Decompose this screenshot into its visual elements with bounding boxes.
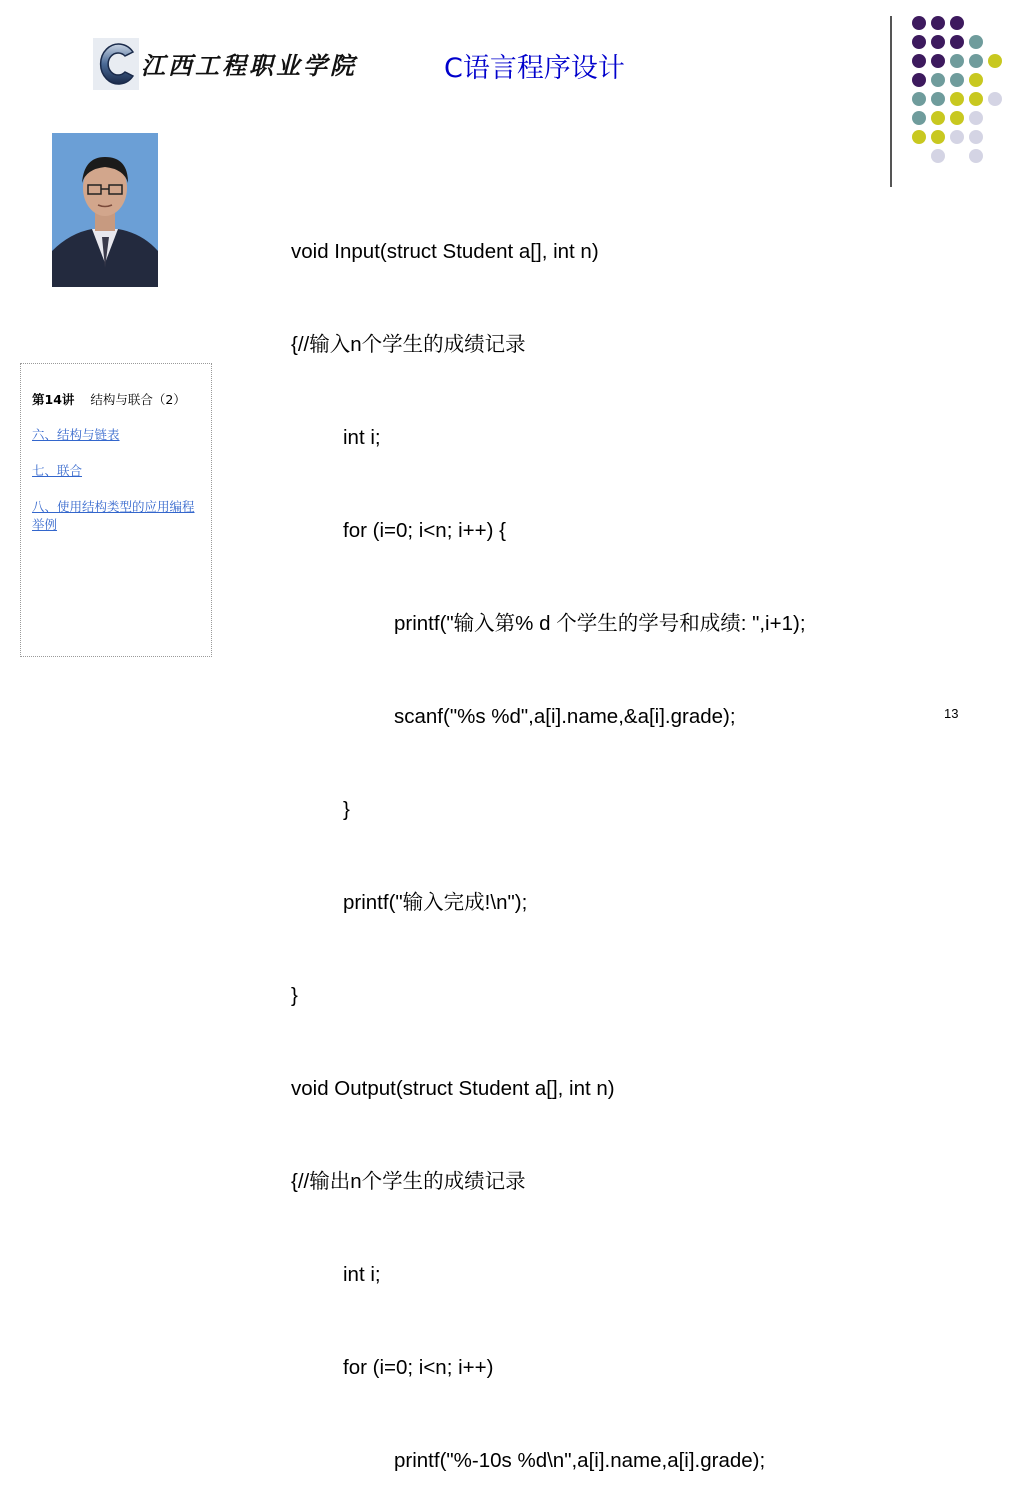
code-line: printf("输入完成!\n"); — [343, 891, 528, 914]
code-line: void Input(struct Student a[], int n) — [291, 240, 599, 263]
decorative-dot — [931, 111, 945, 125]
decorative-dot — [950, 73, 964, 87]
decorative-dot — [988, 54, 1002, 68]
nav-link-structure-applications[interactable]: 八、使用结构类型的应用编程举例 — [32, 499, 195, 532]
code-line: printf("输入第% d 个学生的学号和成绩: ",i+1); — [394, 612, 806, 635]
code-line: int i; — [343, 1263, 381, 1286]
decorative-dot — [969, 130, 983, 144]
decorative-dot — [912, 16, 926, 30]
decorative-dot — [950, 16, 964, 30]
decorative-dot — [912, 54, 926, 68]
code-block — [291, 174, 806, 1507]
decorative-dot — [931, 54, 945, 68]
code-line: for (i=0; i<n; i++) — [343, 1356, 494, 1379]
decorative-dot — [988, 92, 1002, 106]
decorative-dot — [931, 73, 945, 87]
decorative-dot — [931, 35, 945, 49]
decorative-dot — [912, 130, 926, 144]
code-line: {//输入n个学生的成绩记录 — [291, 333, 526, 356]
decorative-dot — [950, 111, 964, 125]
decorative-dot — [950, 130, 964, 144]
course-title: C语言程序设计 — [444, 53, 625, 84]
decorative-dot — [969, 54, 983, 68]
decorative-dot — [912, 73, 926, 87]
code-line: for (i=0; i<n; i++) { — [343, 519, 506, 542]
decorative-dot — [912, 111, 926, 125]
code-line: printf("%-10s %d\n",a[i].name,a[i].grade); — [394, 1449, 766, 1472]
decorative-dot — [931, 149, 945, 163]
code-line: } — [343, 798, 350, 821]
decorative-dot — [931, 92, 945, 106]
decorative-dot — [969, 111, 983, 125]
nav-link-structures-linked-lists[interactable]: 六、结构与链表 — [32, 427, 120, 442]
decorative-dot — [969, 92, 983, 106]
lecture-heading: 第14讲 结构与联合（2） — [32, 392, 186, 407]
decorative-dot — [969, 35, 983, 49]
school-name: 江西工程职业学院 — [141, 51, 357, 80]
code-line: scanf("%s %d",a[i].name,&a[i].grade); — [394, 705, 736, 728]
decorative-dot — [912, 92, 926, 106]
code-line: int i; — [343, 426, 381, 449]
decorative-dot — [931, 130, 945, 144]
decorative-dot — [950, 35, 964, 49]
code-line: {//输出n个学生的成绩记录 — [291, 1170, 526, 1193]
decorative-dot — [950, 92, 964, 106]
divider-line — [890, 16, 892, 187]
lecture-nav-panel — [20, 363, 212, 657]
decorative-dot — [950, 54, 964, 68]
college-logo — [93, 38, 139, 90]
nav-link-unions[interactable]: 七、联合 — [32, 463, 83, 478]
lecturer-photo — [52, 133, 158, 287]
page-number: 13 — [944, 706, 959, 721]
decorative-dot — [969, 73, 983, 87]
decorative-dot — [912, 35, 926, 49]
code-line: } — [291, 984, 298, 1007]
code-line: void Output(struct Student a[], int n) — [291, 1077, 615, 1100]
decorative-dot — [969, 149, 983, 163]
decorative-dot — [931, 16, 945, 30]
